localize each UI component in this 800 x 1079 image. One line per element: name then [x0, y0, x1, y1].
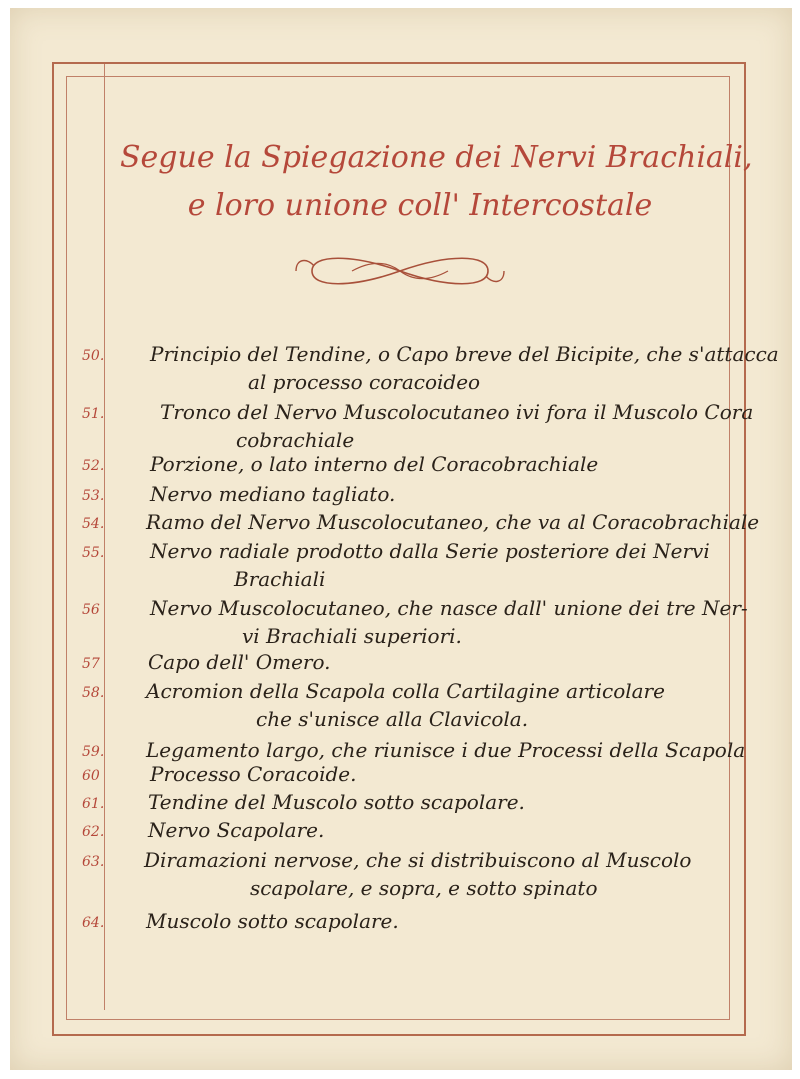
entry-text: Acromion della Scapola colla Cartilagine articolare — [146, 679, 665, 703]
page-title-line-2: e loro unione coll' Intercostale — [187, 188, 653, 223]
entry-text: Tronco del Nervo Muscolocutaneo ivi fora il Muscolo Cora — [160, 400, 754, 424]
entry-text: Muscolo sotto scapolare. — [146, 909, 399, 933]
entry-text-continuation: Brachiali — [234, 567, 326, 591]
entry-number: 57 — [82, 656, 100, 672]
entry-number: 56 — [82, 602, 100, 618]
entry-number: 55. — [82, 545, 105, 561]
entry-text-continuation: al processo coracoideo — [248, 370, 481, 394]
entry-number: 54. — [82, 516, 105, 532]
entry-text: Processo Coracoide. — [150, 762, 357, 786]
entry-number: 62. — [82, 824, 105, 840]
entry-number: 53. — [82, 488, 105, 504]
ornamental-flourish — [292, 248, 508, 294]
entry-number: 60 — [82, 768, 100, 784]
entry-text: Nervo mediano tagliato. — [150, 482, 396, 506]
entry-number: 58. — [82, 685, 105, 701]
entry-number: 63. — [82, 854, 105, 870]
entry-text-continuation: cobrachiale — [236, 428, 355, 452]
entry-text: Diramazioni nervose, che si distribuiscono al Muscolo — [144, 848, 692, 872]
entry-number: 51. — [82, 406, 105, 422]
entry-text-continuation: vi Brachiali superiori. — [242, 624, 462, 648]
entry-text-continuation: scapolare, e sopra, e sotto spinato — [250, 876, 598, 900]
entry-text: Tendine del Muscolo sotto scapolare. — [148, 790, 525, 814]
entry-text: Nervo Muscolocutaneo, che nasce dall' unione dei tre Ner- — [150, 596, 748, 620]
entry-text: Capo dell' Omero. — [148, 650, 331, 674]
entry-number: 59. — [82, 744, 105, 760]
page-title-line-1: Segue la Spiegazione dei Nervi Brachiali, — [120, 140, 753, 175]
entry-text: Legamento largo, che riunisce i due Processi della Scapola — [146, 738, 746, 762]
entry-number: 61. — [82, 796, 105, 812]
entry-text: Nervo radiale prodotto dalla Serie posteriore dei Nervi — [150, 539, 710, 563]
entry-number: 52. — [82, 458, 105, 474]
entry-text-continuation: che s'unisce alla Clavicola. — [256, 707, 529, 731]
entry-number: 50. — [82, 348, 105, 364]
entry-text: Nervo Scapolare. — [148, 818, 325, 842]
entry-text: Principio del Tendine, o Capo breve del Bicipite, che s'attacca — [150, 342, 779, 366]
entry-number: 64. — [82, 915, 105, 931]
entry-text: Porzione, o lato interno del Coracobrachiale — [150, 452, 599, 476]
entry-text: Ramo del Nervo Muscolocutaneo, che va al Coracobrachiale — [146, 510, 760, 534]
